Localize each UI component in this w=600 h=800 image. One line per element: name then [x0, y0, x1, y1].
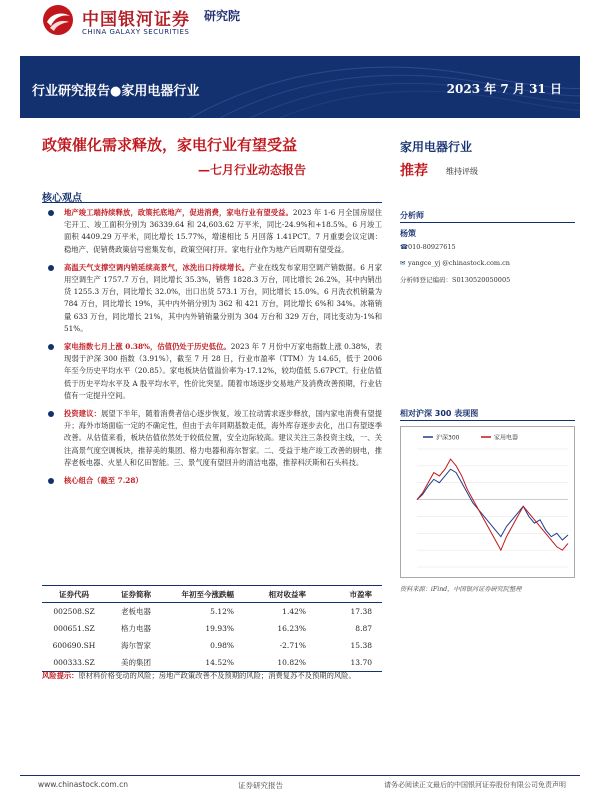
- table-cell: -2.71%: [279, 641, 306, 650]
- bullet-dot-icon: [48, 265, 54, 271]
- table-cell: 老板电器: [121, 607, 151, 616]
- table-header-cell: 年初至今涨跌幅: [181, 589, 234, 599]
- bullet-highlight: 家电指数七月上涨 0.38%，估值仍处于历史低位。: [64, 342, 231, 352]
- table-cell: 格力电器: [121, 624, 151, 633]
- series-line: [417, 469, 568, 540]
- table-cell: 15.38: [350, 641, 372, 650]
- galaxy-logo-icon: [42, 4, 74, 36]
- bullet-body: 2023 年 7 月份中万家电指数上涨 0.38%，表现弱于沪深 300 指数（3.91%），截至 7 月 28 日，行业市盈率（TTM）为 14.65，低于 2006 年至今历史平均水平（20.85）。家电板块估值溢价率为-17.12%，较均值低 5.67PCT。行业估值低于历史平均水平及 A 股平均水平，性价比突显。随着市场逐步交易地产及消费改善预期，行业估值有一定提升空间。: [64, 342, 383, 400]
- analyst-label: 分析师: [400, 211, 424, 220]
- email-icon: ✉: [400, 259, 406, 267]
- bullet-dot-icon: [48, 210, 54, 216]
- risk-body: 原材料价格变动的风险；房地产政策改善不及预期的风险；消费复苏不及预期的风险。: [78, 671, 356, 680]
- analyst-cert: [400, 275, 510, 284]
- list-item: [42, 341, 382, 402]
- bullet-highlight: 地产竣工端持续释放，政策托底地产，促进消费，家电行业有望受益。: [64, 208, 293, 217]
- table-row: [42, 603, 382, 620]
- analyst-divider: [400, 222, 575, 223]
- bullet-highlight: 高温天气支撑空调内销延续高景气，冰洗出口持续增长。: [64, 262, 250, 272]
- table-row: [42, 620, 382, 637]
- table-cell: 14.52%: [205, 658, 234, 667]
- chart-source: 资料来源：iFind，中国银河证券研究院整理: [400, 586, 522, 593]
- table-cell: 美的集团: [121, 658, 151, 667]
- table-cell: 19.93%: [205, 624, 234, 633]
- table-header-cell: 市盈率: [349, 589, 372, 599]
- email-text[interactable]: yangce_yj @chinastock.com.cn: [408, 259, 510, 267]
- table-header-cell: 证券代码: [59, 589, 89, 599]
- list-item: [42, 262, 382, 335]
- bullet-dot-icon: [48, 478, 54, 484]
- report-banner: [20, 56, 580, 118]
- rating-note: 维持评级: [446, 167, 478, 176]
- report-subtitle: —七月行业动态报告: [198, 163, 307, 177]
- table-row: [42, 654, 382, 671]
- chart-divider: [400, 420, 575, 421]
- table-cell: 13.70: [350, 658, 372, 667]
- cert-text: 分析师登记编码：S0130520050005: [400, 276, 511, 284]
- footer-divider: [20, 775, 580, 776]
- bullet-body: 产业在线发布家用空调产销数据。6 月家用空调生产 1757.7 万台，同比增长 35.3%，销售 1828.3 万台，同比增长 26.2%，其中内销出货 1255.3 万台，同比增长 32.0%，出口出货 573.1 万台，同比增长 15.0%。6 月洗衣机销量为 784 万台，同比增长 19%，其中内外销分别为 362 和 421 万台，同比增长 6%和 34%。冰箱销量 633 万台，同比增长 21%，其中内外销销量分别为 304 万台和 329 万台，同比变动为-1%和 51%。: [64, 262, 382, 333]
- risk-label: 风险提示：: [42, 671, 79, 680]
- list-item: [42, 408, 382, 469]
- bullet-highlight: 投资建议：: [64, 409, 101, 419]
- table-cell: 海尔智家: [121, 641, 151, 650]
- table-row: [42, 637, 382, 654]
- brand-subtitle: 研究院: [204, 9, 241, 23]
- table-cell: 16.23%: [277, 624, 306, 633]
- table-cell: 0.98%: [210, 641, 234, 650]
- brand-english: CHINA GALAXY SECURITIES: [82, 28, 190, 36]
- analyst-email[interactable]: [400, 259, 510, 267]
- sidebar-industry: 家用电器行业: [400, 140, 473, 154]
- analyst-name: 杨策: [400, 229, 416, 238]
- bullet-dot-icon: [48, 344, 54, 350]
- list-item: [42, 207, 382, 256]
- bullet-dot-icon: [48, 411, 54, 417]
- table-cell: 002508.SZ: [53, 607, 95, 616]
- brand-name: 中国银河证券: [82, 10, 190, 30]
- bullet-body: 展望下半年，随着消费者信心逐步恢复，竣工拉动需求逐步释放，国内家电消费有望提升；海外市场面临一定的不确定性，但由于去年同期基数走低，海外库存逐步去化，出口有望逐季改善。从估值来看，板块估值依然处于较低位置，安全边际较高。建议关注三条投资主线，一、关注高景气度空调板块，推荐美的集团、格力电器和海尔智家。二、受益于地产竣工改善的厨电，推荐老板电器、火星人和亿田智能。三、景气度有望回升的清洁电器，推荐科沃斯和石头科技。: [64, 409, 383, 467]
- table-cell: 17.38: [350, 607, 372, 616]
- list-item: [42, 475, 382, 487]
- table-cell: 600690.SH: [52, 641, 96, 650]
- analyst-phone: [400, 243, 456, 251]
- phone-icon: ☎: [400, 243, 409, 251]
- portfolio-table: [42, 585, 382, 672]
- page-header: [0, 0, 600, 52]
- section-title: 核心观点: [42, 193, 82, 204]
- footer-disclaimer: 请务必阅读正文最后的中国银河证券股份有限公司免责声明: [384, 781, 566, 789]
- table-cell: 000651.SZ: [53, 624, 95, 633]
- series-line: [417, 459, 568, 550]
- bullet-body: 2023 年 1-6 月全国房屋住宅开工、竣工面积分别为 36339.64 和 24,603.62 万平米，同比-24.9%和+18.5%。6 月竣工面积 4409.29 万平米，同比增长 15.77%，增速相比 5 月回落 1.41PCT。7 月重要会议定调：稳地产、促销费政策信号密集发布，政策空间打开。家电行业作为地产后周期有望受益。: [64, 208, 383, 254]
- legend-label: 家用电器: [494, 434, 519, 442]
- table-header-cell: 证券简称: [121, 589, 151, 599]
- table-cell: 1.42%: [282, 607, 306, 616]
- table-cell: 000333.SZ: [53, 658, 95, 667]
- key-points: [42, 207, 382, 493]
- report-title: 政策催化需求释放，家电行业有望受益: [42, 136, 298, 154]
- chart-title: 相对沪深 300 表现图: [400, 409, 479, 418]
- report-category: 行业研究报告●家用电器行业: [32, 84, 200, 99]
- risk-warning: [42, 670, 382, 682]
- footer-report-type: 证券研究报告: [238, 781, 283, 790]
- table-header-row: [42, 586, 382, 603]
- report-date: 2023 年 7 月 31 日: [446, 82, 562, 96]
- bullet-highlight: 核心组合（截至 7.28）: [64, 476, 143, 486]
- chart-svg: [401, 427, 576, 579]
- legend-label: 沪深300: [436, 434, 460, 442]
- table-cell: 10.82%: [277, 658, 306, 667]
- footer-url[interactable]: www.chinastock.com.cn: [38, 780, 128, 789]
- phone-text: 010-80927615: [408, 243, 456, 251]
- table-cell: 8.87: [355, 624, 372, 633]
- section-divider: [42, 202, 382, 203]
- table-header-cell: 相对收益率: [268, 589, 306, 599]
- table-cell: 5.12%: [210, 607, 234, 616]
- relative-performance-chart: [400, 426, 575, 578]
- rating: 推荐: [400, 163, 428, 179]
